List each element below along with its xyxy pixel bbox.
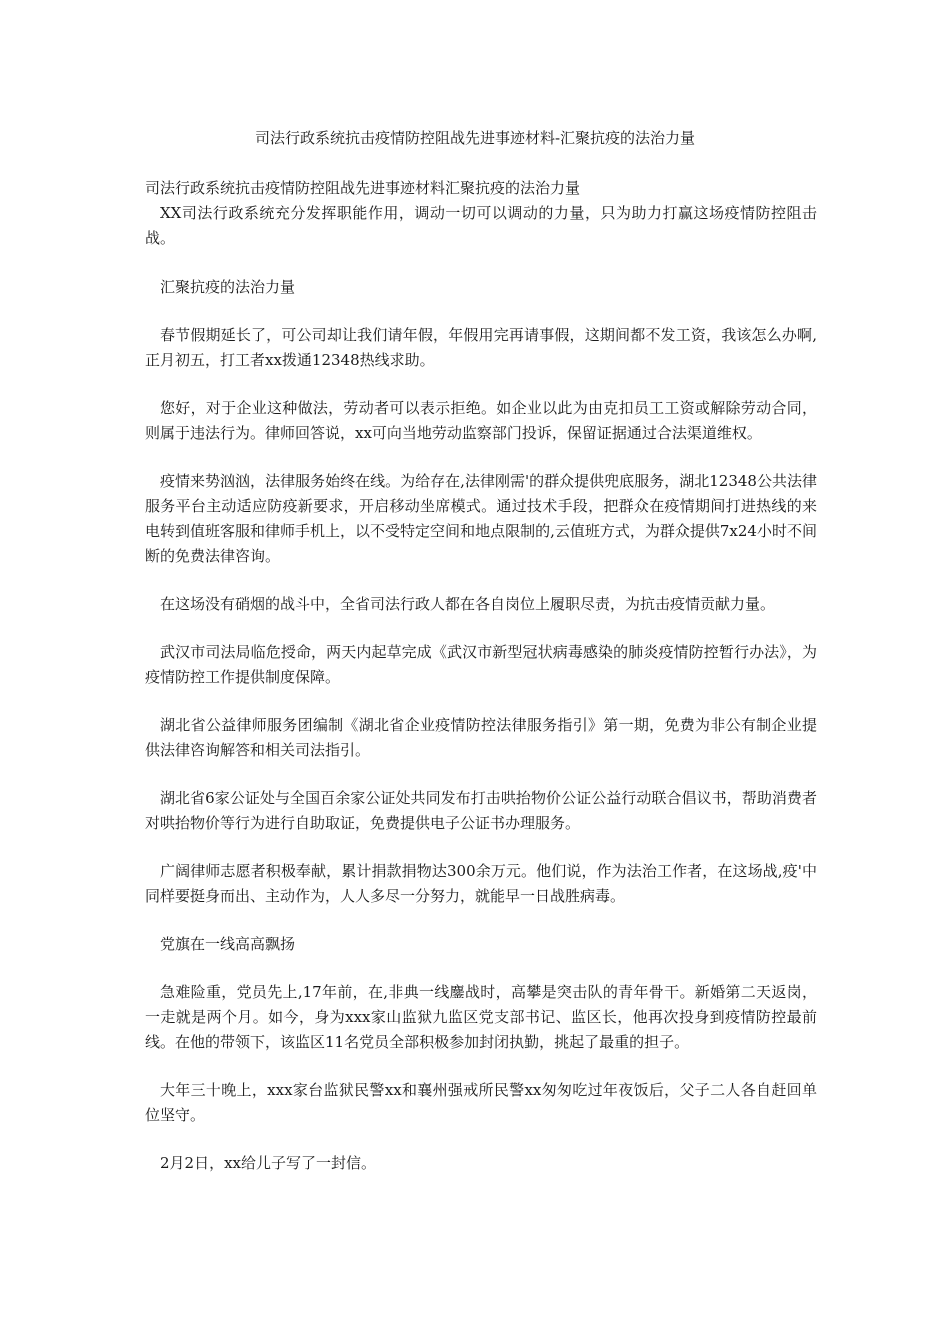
paragraph: 急难险重，党员先上,17年前，在,非典一线鏖战时，高攀是突击队的青年骨干。新婚第二天返岗，一走就是两个月。如今，身为xxx家山监狱九监区党支部书记、监区长，他再次投身到疫情防控最前线。在他的带领下，该监区11名党员全部积极参加封闭执勤，挑起了最重的担子。 (145, 983, 817, 1051)
paragraph: 2月2日，xx给儿子写了一封信。 (160, 1154, 377, 1172)
section-heading-party-flag: 党旗在一线高高飘扬 (160, 935, 296, 953)
paragraph: 疫情来势汹汹，法律服务始终在线。为给存在,法律刚需'的群众提供兜底服务，湖北12348公共法律服务平台主动适应防疫新要求，开启移动坐席模式。通过技术手段，把群众在疫情期间打进热线的来电转到值班客服和律师手机上，以不受特定空间和地点限制的,云值班方式，为群众提供7x24小时不间断的免费法律咨询。 (145, 472, 817, 565)
paragraph: 湖北省公益律师服务团编制《湖北省企业疫情防控法律服务指引》第一期，免费为非公有制企业提供法律咨询解答和相关司法指引。 (145, 716, 817, 759)
paragraph: 武汉市司法局临危授命，两天内起草完成《武汉市新型冠状病毒感染的肺炎疫情防控暂行办法》，为疫情防控工作提供制度保障。 (145, 643, 817, 686)
document-body (145, 176, 817, 1199)
section-heading-legal-force: 汇聚抗疫的法治力量 (160, 278, 296, 296)
paragraph: 湖北省6家公证处与全国百余家公证处共同发布打击哄抬物价公证公益行动联合倡议书，帮助消费者对哄抬物价等行为进行自助取证，免费提供电子公证书办理服务。 (145, 789, 817, 832)
paragraph: 在这场没有硝烟的战斗中，全省司法行政人都在各自岗位上履职尽责，为抗击疫情贡献力量。 (160, 595, 776, 613)
paragraph: 春节假期延长了，可公司却让我们请年假，年假用完再请事假，这期间都不发工资，我该怎么办啊,正月初五，打工者xx拨通12348热线求助。 (145, 326, 817, 369)
paragraph: 广阔律师志愿者积极奉献，累计捐款捐物达300余万元。他们说，作为法治工作者，在这场战,疫'中同样要挺身而出、主动作为，人人多尽一分努力，就能早一日战胜病毒。 (145, 862, 817, 905)
document-subtitle: 司法行政系统抗击疫情防控阻战先进事迹材料汇聚抗疫的法治力量 (145, 179, 581, 197)
paragraph: 您好，对于企业这种做法，劳动者可以表示拒绝。如企业以此为由克扣员工工资或解除劳动合同，则属于违法行为。律师回答说，xx可向当地劳动监察部门投诉，保留证据通过合法渠道维权。 (145, 399, 817, 442)
document-title: 司法行政系统抗击疫情防控阻战先进事迹材料-汇聚抗疫的法治力量 (254, 129, 696, 147)
paragraph: 大年三十晚上，xxx家台监狱民警xx和襄州强戒所民警xx匆匆吃过年夜饭后，父子二人各自赶回单位坚守。 (145, 1081, 817, 1124)
intro-paragraph: XX司法行政系统充分发挥职能作用，调动一切可以调动的力量，只为助力打赢这场疫情防控阻击战。 (145, 204, 817, 247)
